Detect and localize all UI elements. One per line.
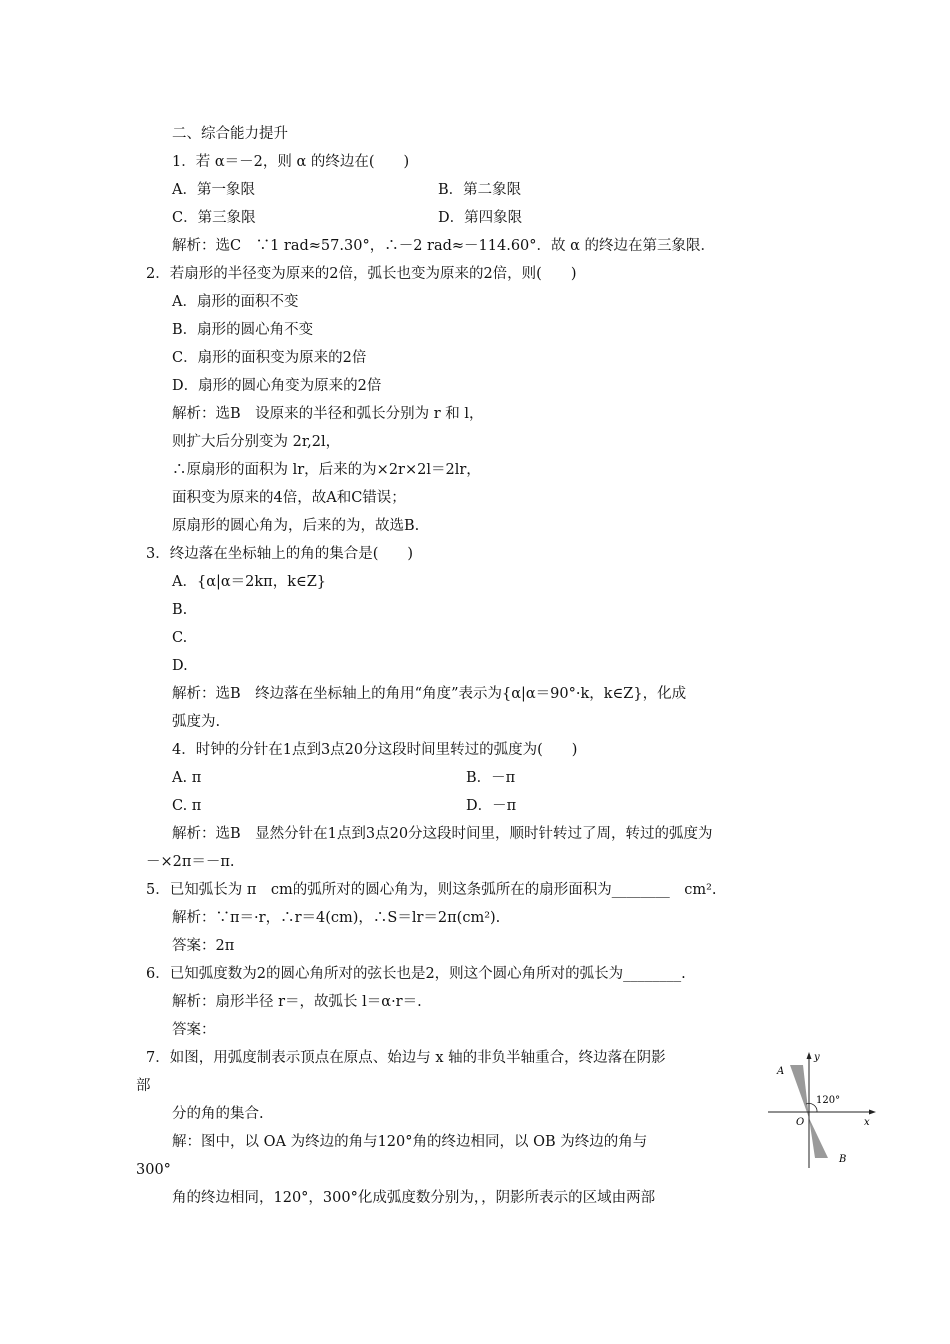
angle-label: 120° [816, 1095, 841, 1106]
point-a-label: A [777, 1066, 785, 1077]
q7-stem-line2: 部 [136, 1078, 151, 1094]
shaded-region-ob [809, 1118, 828, 1158]
q3-analysis-line1: 解析：选B 终边落在坐标轴上的角用“角度”表示为{α|α＝90°·k，k∈Z}，化成 [172, 686, 687, 702]
q4-analysis-line1: 解析：选B 显然分针在1点到3点20分这段时间里，顺时针转过了周，转过的弧度为 [172, 826, 713, 842]
q3-analysis-line2: 弧度为. [172, 714, 221, 730]
q7-angle-figure [764, 1050, 884, 1170]
q4-option-a: A. π [172, 770, 202, 786]
q2-analysis-line3: ∴原扇形的面积为 lr，后来的为×2r×2l＝2lr， [172, 462, 481, 478]
y-axis-label: y [814, 1052, 820, 1063]
q4-option-c: C. π [172, 798, 202, 814]
section-title: 二、综合能力提升 [172, 126, 288, 142]
x-axis-arrow [869, 1110, 876, 1115]
q2-analysis-line2: 则扩大后分别变为 2r,2l， [172, 434, 341, 450]
q1-option-c: C．第三象限 [172, 210, 256, 226]
q3-option-a: A．{α|α＝2kπ，k∈Z} [172, 574, 327, 590]
q4-stem: 4．时钟的分针在1点到3点20分这段时间里转过的弧度为( ) [172, 742, 578, 758]
q4-option-b: B．－π [466, 770, 516, 786]
point-b-label: B [839, 1154, 847, 1165]
q1-option-a: A．第一象限 [172, 182, 255, 198]
q3-option-d: D. [172, 658, 188, 674]
q2-analysis-line4: 面积变为原来的4倍，故A和C错误； [172, 490, 406, 506]
q5-answer: 答案：2π [172, 938, 235, 954]
q7-solution-line2: 300° [136, 1162, 171, 1178]
q3-stem: 3．终边落在坐标轴上的角的集合是( ) [146, 546, 414, 562]
q4-analysis-line2: －×2π＝－π. [146, 854, 235, 870]
q6-answer: 答案： [172, 1022, 216, 1038]
q6-analysis: 解析：扇形半径 r＝，故弧长 l＝α·r＝. [172, 994, 422, 1010]
q4-option-d: D．－π [466, 798, 517, 814]
q1-stem: 1．若 α＝－2，则 α 的终边在( ) [172, 154, 410, 170]
q3-option-c: C. [172, 630, 188, 646]
y-axis-arrow [807, 1052, 812, 1059]
x-axis-label: x [864, 1117, 870, 1128]
q2-stem: 2．若扇形的半径变为原来的2倍，弧长也变为原来的2倍，则( ) [146, 266, 577, 282]
q7-solution-line1: 解：图中，以 OA 为终边的角与120°角的终边相同，以 OB 为终边的角与 [172, 1134, 648, 1150]
q2-option-c: C．扇形的面积变为原来的2倍 [172, 350, 367, 366]
q1-option-d: D．第四象限 [438, 210, 523, 226]
q7-solution-line3: 角的终边相同，120°，300°化成弧度数分别为，，阴影所表示的区域由两部 [172, 1190, 656, 1206]
q2-option-d: D．扇形的圆心角变为原来的2倍 [172, 378, 382, 394]
q2-option-a: A．扇形的面积不变 [172, 294, 299, 310]
q5-stem: 5．已知弧长为 π cm的弧所对的圆心角为，则这条弧所在的扇形面积为________ cm². [146, 882, 717, 898]
q7-stem-line3: 分的角的集合. [172, 1106, 264, 1122]
q3-option-b: B. [172, 602, 188, 618]
q1-option-b: B．第二象限 [438, 182, 522, 198]
q5-analysis: 解析：∵π＝·r，∴r＝4(cm)，∴S＝lr＝2π(cm²). [172, 910, 501, 926]
origin-label: O [796, 1117, 805, 1128]
q2-option-b: B．扇形的圆心角不变 [172, 322, 314, 338]
q7-stem-line1: 7．如图，用弧度制表示顶点在原点、始边与 x 轴的非负半轴重合，终边落在阴影 [146, 1050, 666, 1066]
q2-analysis-line5: 原扇形的圆心角为，后来的为，故选B. [172, 518, 420, 534]
shaded-region-oa [790, 1065, 809, 1118]
q6-stem: 6．已知弧度数为2的圆心角所对的弦长也是2，则这个圆心角所对的弧长为________. [146, 966, 686, 982]
q1-analysis: 解析：选C ∵1 rad≈57.30°，∴－2 rad≈－114.60°．故 α 的终边在第三象限． [172, 238, 716, 254]
q2-analysis-line1: 解析：选B 设原来的半径和弧长分别为 r 和 l， [172, 406, 484, 422]
